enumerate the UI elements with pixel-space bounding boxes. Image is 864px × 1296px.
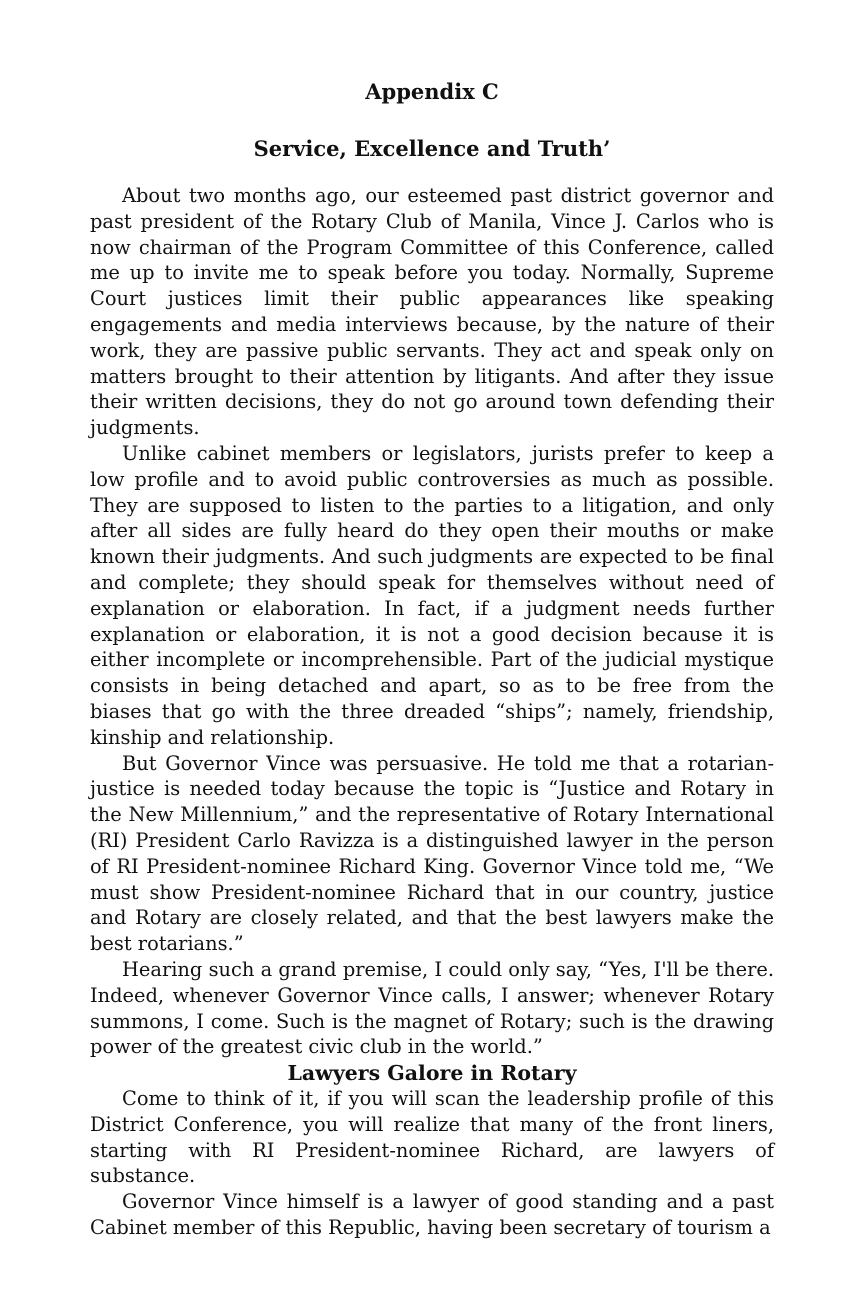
paragraph: About two months ago, our esteemed past district governor and past president of the Rotary Club of Manila, Vince J. Carlos who is now chairman of the Program Committee of this Conference, called me up to invite me to speak before you today. Normally, Supreme Court justices limit their public appearances like speaking engagements and media interviews because, by the nature of their work, they are passive public servants. They act and speak only on matters brought to their attention by litigants. And after they issue their written decisions, they do not go around town defending their judgments. bbox=[90, 184, 774, 440]
paragraph: Unlike cabinet members or legislators, jurists prefer to keep a low profile and to avoid public controversies as much as possible. They are supposed to listen to the parties to a litigation, and only after all sides are fully heard do they open their mouths or make known their judgments. And such judgments are expected to be final and complete; they should speak for themselves without need of explanation or elaboration. In fact, if a judgment needs further explanation or elaboration, it is not a good decision because it is either incomplete or incomprehensible. Part of the judicial mystique consists in being detached and apart, so as to be free from the biases that go with the three dreaded “ships”; namely, friendship, kinship and relationship. bbox=[90, 441, 774, 749]
appendix-title: Appendix C bbox=[365, 79, 499, 104]
paragraph: Hearing such a grand premise, I could only say, “Yes, I'll be there. Indeed, whenever Governor Vince calls, I answer; whenever Rotary summons, I come. Such is the magnet of Rotary; such is the drawing power of the greatest civic club in the world.” bbox=[90, 957, 774, 1059]
document-page bbox=[90, 72, 774, 1241]
section-heading: Lawyers Galore in Rotary bbox=[287, 1061, 577, 1086]
section-title: Service, Excellence and Truth’ bbox=[253, 136, 611, 161]
paragraph: But Governor Vince was persuasive. He told me that a rotarian-justice is needed today because the topic is “Justice and Rotary in the New Millennium,” and the representative of Rotary International (RI) President Carlo Ravizza is a distinguished lawyer in the person of RI President-nominee Richard King. Governor Vince told me, “We must show President-nominee Richard that in our country, justice and Rotary are closely related, and that the best lawyers make the best rotarians.” bbox=[90, 751, 774, 956]
paragraph: Come to think of it, if you will scan the leadership profile of this District Conference, you will realize that many of the front liners, starting with RI President-nominee Richard, are lawyers of substance. bbox=[90, 1087, 774, 1188]
paragraph: Governor Vince himself is a lawyer of good standing and a past Cabinet member of this Republic, having been secretary of tourism a bbox=[90, 1190, 774, 1240]
